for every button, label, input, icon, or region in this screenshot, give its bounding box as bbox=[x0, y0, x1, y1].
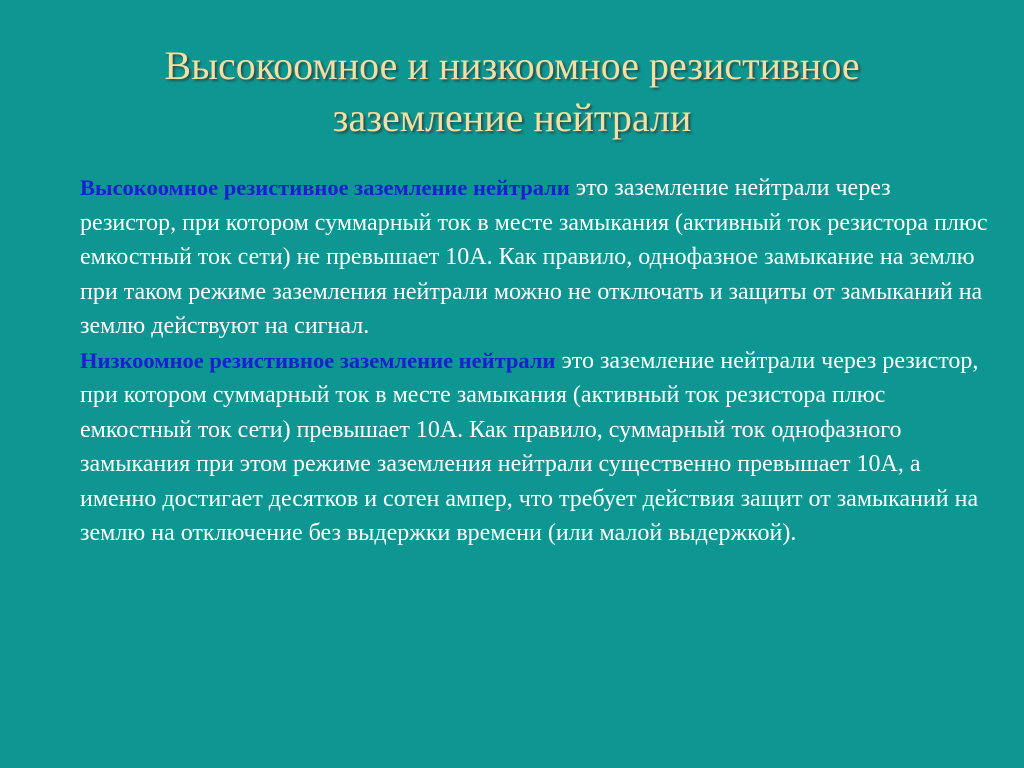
term-high-resistance: Высокоомное резистивное заземление нейтрали bbox=[80, 175, 570, 200]
paragraph-high-resistance bbox=[80, 171, 990, 344]
paragraph-low-resistance-text: это заземление нейтрали через резистор, при котором суммарный ток в месте замыкания (активный ток резистора плюс емкостный ток сети) превышает 10А. Как правило, суммарный ток однофазного замыкания при этом режиме заземления нейтрали существенно превышает 10А, а именно достигает десятков и сотен ампер, что требует действия защит от замыканий на землю на отключение без выдержки времени (или малой выдержкой). bbox=[80, 347, 979, 546]
slide-title bbox=[70, 40, 954, 144]
slide-title-line-1: Высокоомное и низкоомное резистивное bbox=[164, 43, 860, 88]
slide-body bbox=[80, 171, 990, 551]
paragraph-low-resistance bbox=[80, 344, 990, 551]
paragraph-high-resistance-text: это заземление нейтрали через резистор, при котором суммарный ток в месте замыкания (активный ток резистора плюс емкостный ток сети) не превышает 10А. Как правило, однофазное замыкание на землю при таком режиме заземления нейтрали можно не отключать и защиты от замыканий на землю действуют на сигнал. bbox=[80, 175, 988, 339]
slide-title-line-2: заземление нейтрали bbox=[332, 95, 692, 140]
term-low-resistance: Низкоомное резистивное заземление нейтрали bbox=[80, 347, 556, 373]
